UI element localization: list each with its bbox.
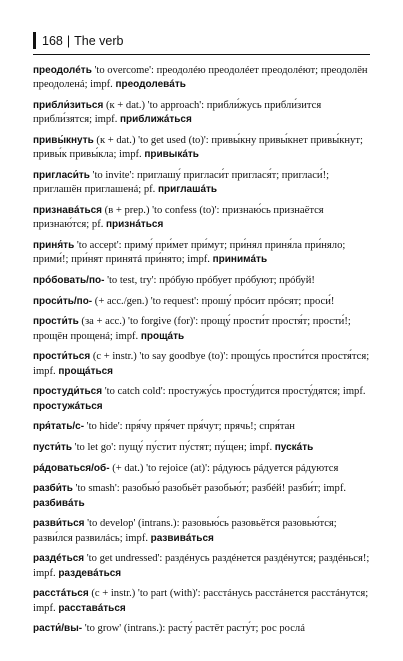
header-bar: [33, 32, 36, 49]
entry-imperfective: прощáть: [140, 330, 185, 342]
entry-headword: расти́/вы-: [33, 623, 83, 635]
entry-imperfective: признáться: [106, 219, 164, 231]
dictionary-entry: [33, 441, 373, 455]
entry-body: (в + prep.) 'to confess (to)': признаю́сь признаётся признаю́тся; pf.: [33, 204, 324, 231]
dictionary-entry: [33, 517, 373, 546]
entry-body: 'to hide': пря́чу пря́чет пря́чут; прячь!; спря́тан: [84, 421, 295, 433]
header-rule: [33, 54, 370, 55]
entry-body: (+ dat.) 'to rejoice (at)': рáдуюсь рáдуется рáдуются: [109, 462, 339, 474]
entry-imperfective: простужáться: [33, 400, 103, 412]
dictionary-entry: [33, 64, 373, 93]
entry-headword: прибли́зиться: [33, 99, 104, 111]
dictionary-entry: [33, 587, 373, 616]
dictionary-entry: [33, 274, 373, 288]
entry-imperfective: приглашáть: [157, 184, 218, 196]
entry-headword: разби́ть: [33, 483, 73, 495]
entry-headword: признавáться: [33, 204, 103, 216]
entry-imperfective: разбивáть: [33, 497, 85, 509]
dictionary-entry: [33, 622, 373, 636]
entry-imperfective: пускáть: [274, 441, 314, 453]
dictionary-entry: [33, 482, 373, 511]
entry-headword: проси́ть/по-: [33, 295, 93, 307]
entry-headword: раздéться: [33, 553, 85, 565]
entry-body: (к + dat.) 'to get used (to)': привы́кну привы́кнет привы́кнут; привы́к привы́кла; impf.: [33, 134, 363, 161]
dictionary-entry: [33, 169, 373, 198]
entry-body: 'to overcome': преодолéю преодолéет преодолéют; преодолён преодоленá; impf.: [33, 65, 368, 91]
entry-body: (+ acc./gen.) 'to request': прошу́ прóсит прóсят; проси́!: [92, 295, 335, 307]
dictionary-entry: [33, 552, 373, 581]
entry-imperfective: преодолевáть: [115, 79, 186, 91]
entry-headword: рáдоваться/об-: [33, 462, 110, 474]
dictionary-entry: [33, 385, 373, 414]
entry-body: 'to develop' (intrans.): разовью́сь разовьётся разовью́тся; разви́лся развилáсь; impf.: [33, 518, 337, 544]
entry-imperfective: развивáться: [150, 532, 214, 544]
entry-body: (к + dat.) 'to approach': прибли́жусь прибли́зится прибли́зятся; impf.: [33, 99, 322, 126]
dictionary-entry: [33, 420, 373, 434]
entry-headword: прóбовать/по-: [33, 274, 105, 286]
entry-imperfective: привыкáть: [144, 149, 199, 161]
entry-body: 'to test, try': прóбую прóбует прóбуют; прóбуй!: [104, 274, 315, 286]
entry-body: (с + instr.) 'to part (with)': расстáнусь расстáнется расстáнутся; impf.: [33, 588, 369, 614]
entry-body: (за + acc.) 'to forgive (for)': прощу́ прости́т простя́т; прости́!; прощён прощенá; impf.: [33, 316, 351, 342]
entry-list: [33, 64, 373, 643]
dictionary-entry: [33, 99, 373, 128]
entry-imperfective: раздевáться: [58, 567, 122, 579]
dictionary-entry: [33, 134, 373, 163]
entry-body: 'to accept': приму́ при́мет при́мут; при́нял приня́ла при́няло; прими́!; при́нят принятá при́нято; impf.: [33, 239, 346, 266]
entry-headword: преодолéть: [33, 65, 92, 76]
entry-body: 'to get undressed': раздéнусь раздéнется раздéнутся; раздéнься!; impf.: [33, 553, 370, 579]
dictionary-entry: [33, 315, 373, 344]
chapter-title: The verb: [74, 33, 124, 48]
entry-body: 'to smash': разобью́ разобьёт разобью́т; разбéй! разби́т; impf.: [72, 483, 347, 495]
page-number: 168: [42, 33, 63, 48]
entry-headword: простуди́ться: [33, 386, 103, 398]
running-header: [33, 32, 123, 49]
dictionary-entry: [33, 204, 373, 233]
entry-headword: расстáться: [33, 588, 89, 600]
entry-body: 'to catch cold': простужу́сь просту́дится просту́дятся; impf.: [102, 386, 366, 398]
entry-headword: пря́тать/с-: [33, 421, 85, 433]
entry-headword: пригласи́ть: [33, 169, 90, 181]
entry-body: 'to invite': приглашу́ пригласи́т приглася́т; пригласи́!; приглашён приглашенá; pf.: [33, 169, 330, 196]
entry-body: 'to let go': пущу́ пу́стит пу́стят; пу́щен; impf.: [72, 441, 275, 453]
entry-headword: прости́ть: [33, 316, 79, 328]
entry-body: (с + instr.) 'to say goodbye (to)': прощу́сь прости́тся простя́тся; impf.: [33, 351, 370, 377]
header-separator: |: [66, 33, 71, 48]
entry-headword: разви́ться: [33, 518, 85, 530]
dictionary-entry: [33, 239, 373, 268]
entry-imperfective: принимáть: [212, 254, 268, 266]
dictionary-entry: [33, 462, 373, 476]
entry-headword: приня́ть: [33, 239, 75, 251]
entry-imperfective: приближáться: [120, 114, 192, 126]
entry-headword: прости́ться: [33, 351, 91, 363]
dictionary-entry: [33, 295, 373, 309]
entry-body: 'to grow' (intrans.): расту́ растёт расту́т; рос рослá: [82, 623, 305, 635]
entry-headword: привы́кнуть: [33, 134, 94, 146]
entry-headword: пусти́ть: [33, 441, 73, 453]
dictionary-entry: [33, 350, 373, 379]
entry-imperfective: расставáться: [58, 602, 126, 614]
entry-imperfective: прощáться: [58, 365, 114, 377]
